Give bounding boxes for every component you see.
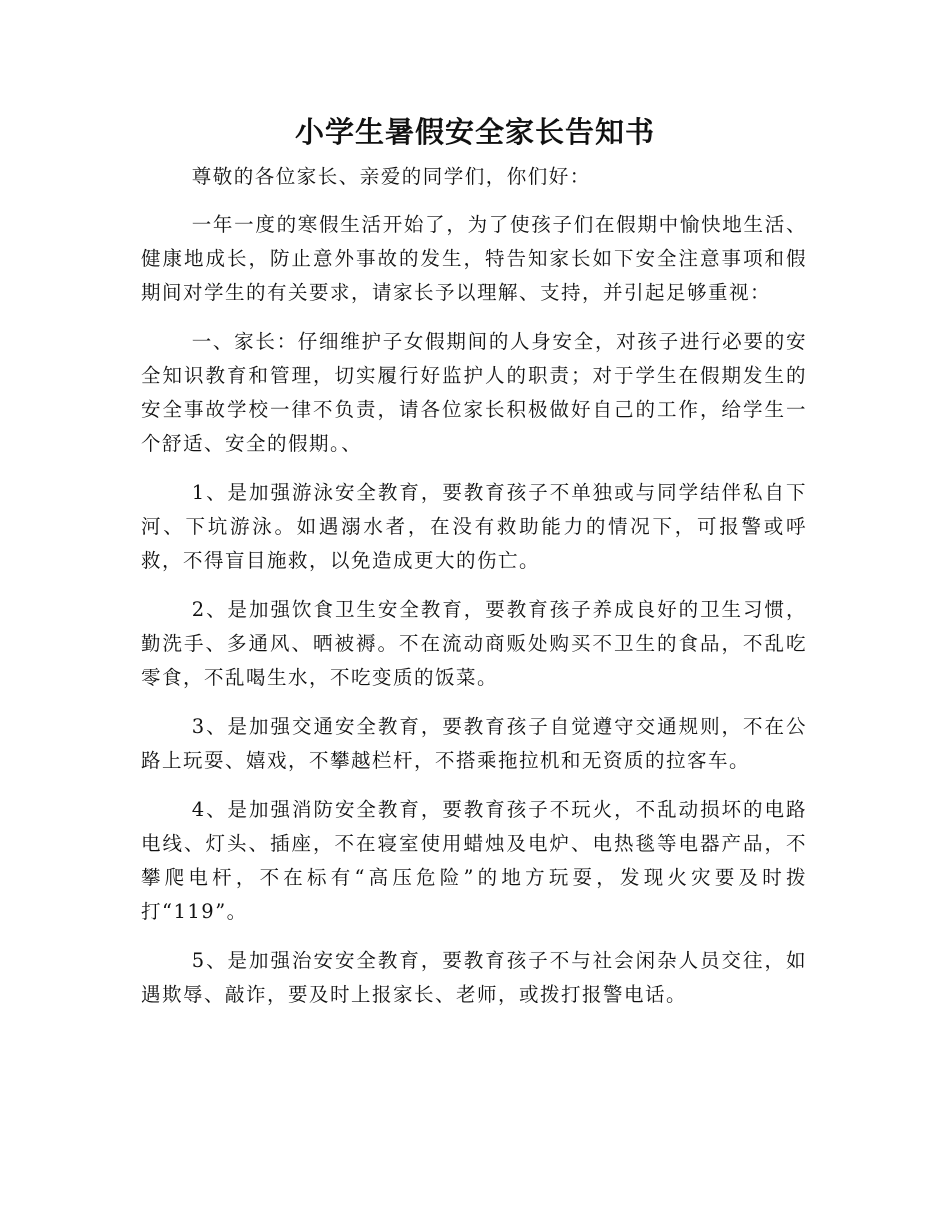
- fire-safety-paragraph: 4、是加强消防安全教育，要教育孩子不玩火，不乱动损坏的电路电线、灯头、插座，不在寝室使用蜡烛及电炉、电热毯等电器产品，不攀爬电杆，不在标有“高压危险”的地方玩耍，发现火灾要及时拨打“119”。: [141, 798, 807, 923]
- document-title: 小学生暑假安全家长告知书: [294, 115, 655, 149]
- food-safety-paragraph: 2、是加强饮食卫生安全教育，要教育孩子养成良好的卫生习惯，勤洗手、多通风、晒被褥。不在流动商贩处购买不卫生的食品，不乱吃零食，不乱喝生水，不吃变质的饭菜。: [141, 598, 807, 689]
- parent-duty-paragraph: 一、家长：仔细维护子女假期间的人身安全，对孩子进行必要的安全知识教育和管理，切实履行好监护人的职责；对于学生在假期发生的安全事故学校一律不负责，请各位家长积极做好自己的工作，给学生一个舒适、安全的假期。、: [141, 330, 807, 455]
- public-security-paragraph: 5、是加强治安安全教育，要教育孩子不与社会闲杂人员交往，如遇欺辱、敲诈，要及时上报家长、老师，或拨打报警电话。: [141, 949, 807, 1006]
- document-body: [141, 160, 807, 1027]
- swimming-safety-paragraph: 1、是加强游泳安全教育，要教育孩子不单独或与同学结伴私自下河、下坑游泳。如遇溺水者，在没有救助能力的情况下，可报警或呼救，不得盲目施救，以免造成更大的伤亡。: [141, 481, 807, 572]
- traffic-safety-paragraph: 3、是加强交通安全教育，要教育孩子自觉遵守交通规则，不在公路上玩耍、嬉戏，不攀越栏杆，不搭乘拖拉机和无资质的拉客车。: [141, 715, 807, 772]
- greeting-paragraph: 尊敬的各位家长、亲爱的同学们，你们好：: [191, 165, 591, 188]
- intro-paragraph: 一年一度的寒假生活开始了，为了使孩子们在假期中愉快地生活、健康地成长，防止意外事故的发生，特告知家长如下安全注意事项和假期间对学生的有关要求，请家长予以理解、支持，并引起足够重视：: [141, 213, 807, 304]
